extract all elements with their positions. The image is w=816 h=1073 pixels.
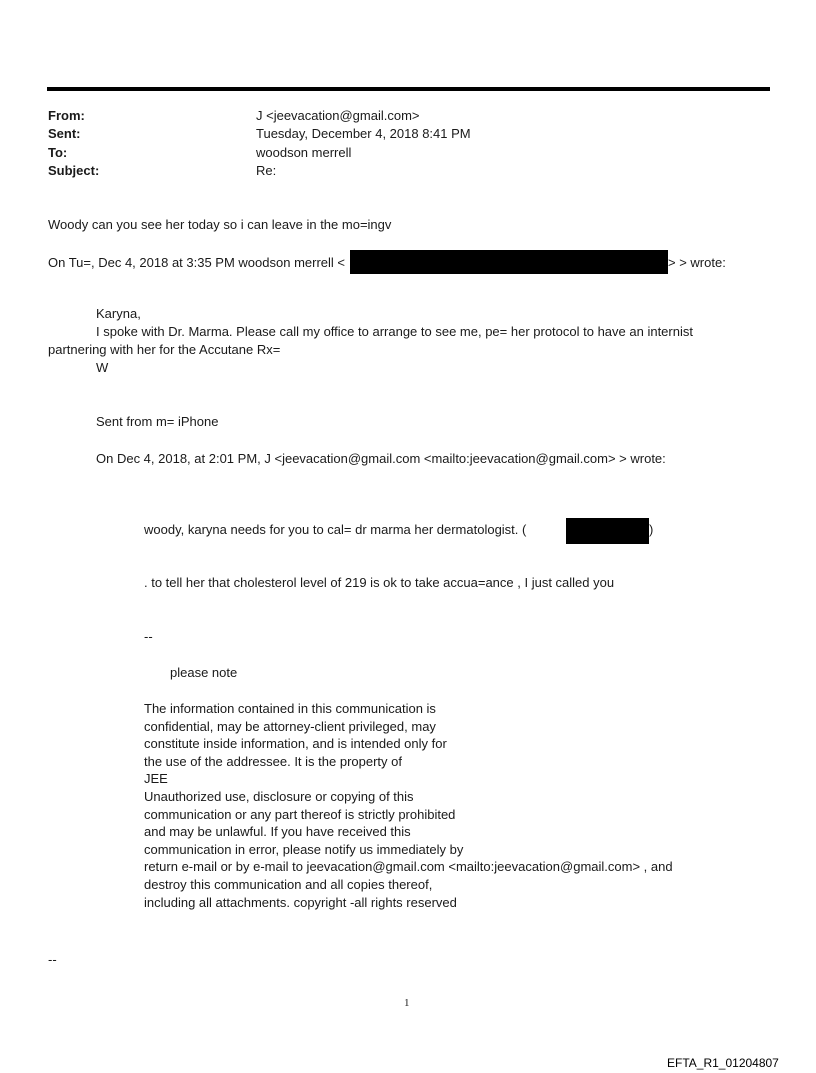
quote2-line-1-start: woody, karyna needs for you to cal= dr marma her dermatologist. (: [144, 522, 527, 537]
disclaimer-line: communication or any part thereof is strictly prohibited: [144, 806, 456, 822]
sent-label: Sent:: [48, 126, 81, 141]
to-value: woodson merrell: [256, 145, 352, 160]
header-rule: [47, 87, 770, 91]
disclaimer-line: JEE: [144, 771, 168, 787]
subject-value: Re:: [256, 163, 277, 178]
from-label: From:: [48, 108, 85, 123]
disclaimer-line: return e-mail or by e-mail to jeevacation@gmail.com <mailto:jeevacation@gmail.com> , and: [144, 859, 673, 875]
disclaimer-line: and may be unlawful. If you have received this: [144, 824, 411, 840]
quote1-intro-end: > > wrote:: [668, 255, 726, 270]
body-line-1: Woody can you see her today so i can leave in the mo=ingv: [48, 217, 392, 232]
disclaimer-line: destroy this communication and all copies thereof,: [144, 876, 433, 892]
disclaimer-block: [144, 700, 673, 911]
redaction-block-email: [350, 250, 668, 274]
end-dash: --: [48, 952, 57, 967]
subject-label: Subject:: [48, 163, 100, 178]
disclaimer-line: The information contained in this communication is: [144, 701, 436, 716]
quote1-signature: W: [96, 360, 109, 375]
disclaimer-line: Unauthorized use, disclosure or copying of this: [144, 788, 414, 804]
please-note: please note: [170, 665, 238, 680]
quote1-greeting: Karyna,: [96, 306, 141, 321]
signature-dash: --: [144, 629, 153, 644]
disclaimer-line: confidential, may be attorney-client privileged, may: [144, 718, 436, 734]
quote1-line-2: partnering with her for the Accutane Rx=: [48, 342, 281, 357]
quote1-sent-from: Sent from m= iPhone: [96, 414, 219, 429]
disclaimer-line: the use of the addressee. It is the property of: [144, 753, 402, 769]
sent-value: Tuesday, December 4, 2018 8:41 PM: [256, 126, 471, 141]
redaction-block-phone: [566, 518, 649, 544]
disclaimer-line: communication in error, please notify us immediately by: [144, 841, 464, 857]
page-number: 1: [404, 997, 410, 1009]
quote1-intro-start: On Tu=, Dec 4, 2018 at 3:35 PM woodson merrell <: [48, 255, 345, 270]
document-id: EFTA_R1_01204807: [667, 1056, 779, 1070]
quote2-line-1-end: ): [649, 522, 654, 537]
from-value: J <jeevacation@gmail.com>: [256, 108, 420, 123]
to-label: To:: [48, 145, 68, 160]
quote2-intro: On Dec 4, 2018, at 2:01 PM, J <jeevacation@gmail.com <mailto:jeevacation@gmail.com> > wrote:: [96, 451, 666, 466]
disclaimer-line: including all attachments. copyright -all rights reserved: [144, 894, 457, 910]
quote1-line-1: I spoke with Dr. Marma. Please call my office to arrange to see me, pe= her protocol to have an internist: [96, 324, 693, 339]
quote2-line-2: . to tell her that cholesterol level of 219 is ok to take accua=ance , I just called you: [144, 575, 615, 590]
disclaimer-line: constitute inside information, and is intended only for: [144, 736, 447, 752]
